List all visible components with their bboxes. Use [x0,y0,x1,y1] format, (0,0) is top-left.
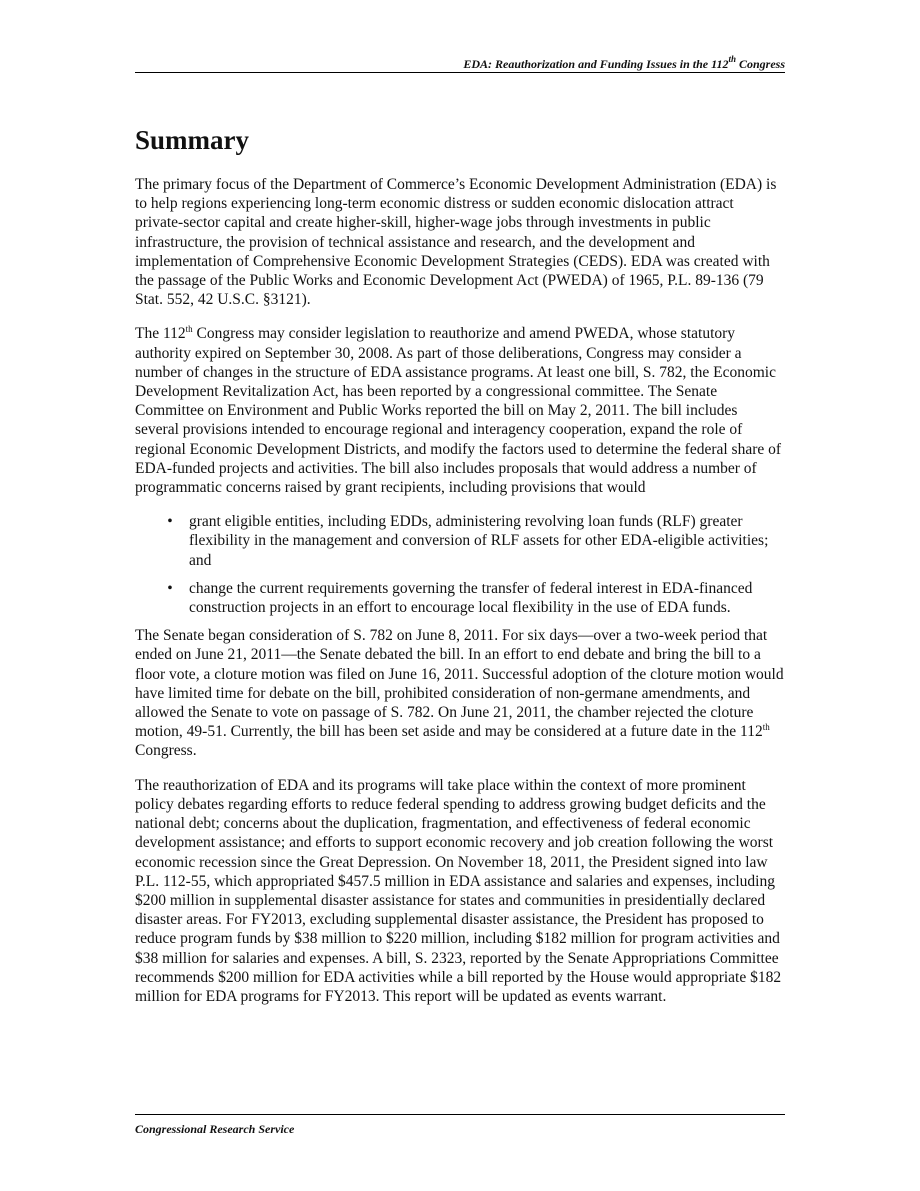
paragraph-4: The reauthorization of EDA and its programs will take place within the context of more prominent policy debates regarding efforts to reduce federal spending to address growing budget deficits and the national debt; concerns about the duplication, fragmentation, and effectiveness of federal economic development assistance; and efforts to support economic recovery and job creation following the worst economic recession since the Great Depression. On November 18, 2011, the President signed into law P.L. 112-55, which appropriated $457.5 million in EDA assistance and salaries and expenses, including $200 million in supplemental disaster assistance for states and communities in presidentially declared disaster areas. For FY2013, excluding supplemental disaster assistance, the President has proposed to reduce program funds by $38 million to $220 million, including $182 million for program activities and $38 million for salaries and expenses. A bill, S. 2323, reported by the Senate Appropriations Committee recommends $200 million for EDA activities while a bill reported by the House would appropriate $182 million for EDA programs for FY2013. This report will be updated as events warrant. [135,776,782,1005]
footer-divider [135,1114,785,1115]
paragraph-3-start: The Senate began consideration of S. 782 on June 8, 2011. For six days—over a two-week period that ended on June 21, 2011—the Senate debated the bill. In an effort to end debate and bring the bill to a floor vote, a cloture motion was filed on June 16, 2011. Successful adoption of the cloture motion would have limited time for debate on the bill, prohibited consideration of non-germane amendments, and allowed the Senate to vote on passage of S. 782. On June 21, 2011, the chamber rejected the cloture motion, 49-51. Currently, the bill has been set aside and may be considered at a future date in the 112 [135,627,784,741]
paragraph-3-rest: Congress. [135,742,197,760]
header-title-suffix: Congress [735,57,785,71]
list-item-text: change the current requirements governing the transfer of federal interest in EDA-financed construction projects in an effort to encourage local flexibility in the use of EDA funds. [189,579,753,617]
bullet-icon: • [167,579,173,597]
list-item [135,512,785,570]
summary-body [135,175,785,1021]
header-title-prefix: EDA: Reauthorization and Funding Issues in the 112 [463,57,729,71]
running-footer: Congressional Research Service [135,1122,295,1136]
provisions-list [135,512,785,617]
paragraph-3 [135,626,785,760]
paragraph-1: The primary focus of the Department of Commerce’s Economic Development Administration (EDA) is to help regions experiencing long-term economic distress or sudden economic dislocation attract private-sector capital and create higher-skill, higher-wage jobs through investments in public infrastructure, the provision of technical assistance and research, and the development and implementation of Comprehensive Economic Development Strategies (CEDS). EDA was created with the passage of the Public Works and Economic Development Act (PWEDA) of 1965, P.L. 89-136 (79 Stat. 552, 42 U.S.C. §3121). [135,176,777,309]
list-item-text: grant eligible entities, including EDDs, administering revolving loan funds (RLF) greater flexibility in the management and conversion of RLF assets for other EDA-eligible activities; and [189,513,769,569]
section-title: Summary [135,125,249,155]
paragraph-3-superscript: th [762,722,770,733]
paragraph-2-rest: Congress may consider legislation to reauthorize and amend PWEDA, whose statutory authority expired on September 30, 2008. As part of those deliberations, Congress may consider a number of changes in the structure of EDA assistance programs. At least one bill, S. 782, the Economic Development Revitalization Act, has been reported by a congressional committee. The Senate Committee on Environment and Public Works reported the bill on May 2, 2011. The bill includes several provisions intended to encourage regional and interagency cooperation, expand the role of regional Economic Development Districts, and modify the factors used to determine the federal share of EDA-funded projects and activities. The bill also includes proposals that would address a number of programmatic concerns raised by grant recipients, including provisions that would [135,325,782,497]
bullet-icon: • [167,513,173,531]
running-header [135,56,785,72]
header-title-superscript: th [728,54,736,64]
list-item [135,579,785,617]
paragraph-2-start: The 112 [135,325,186,343]
header-divider [135,72,785,73]
paragraph-2-superscript: th [185,324,193,335]
paragraph-2 [135,324,785,497]
